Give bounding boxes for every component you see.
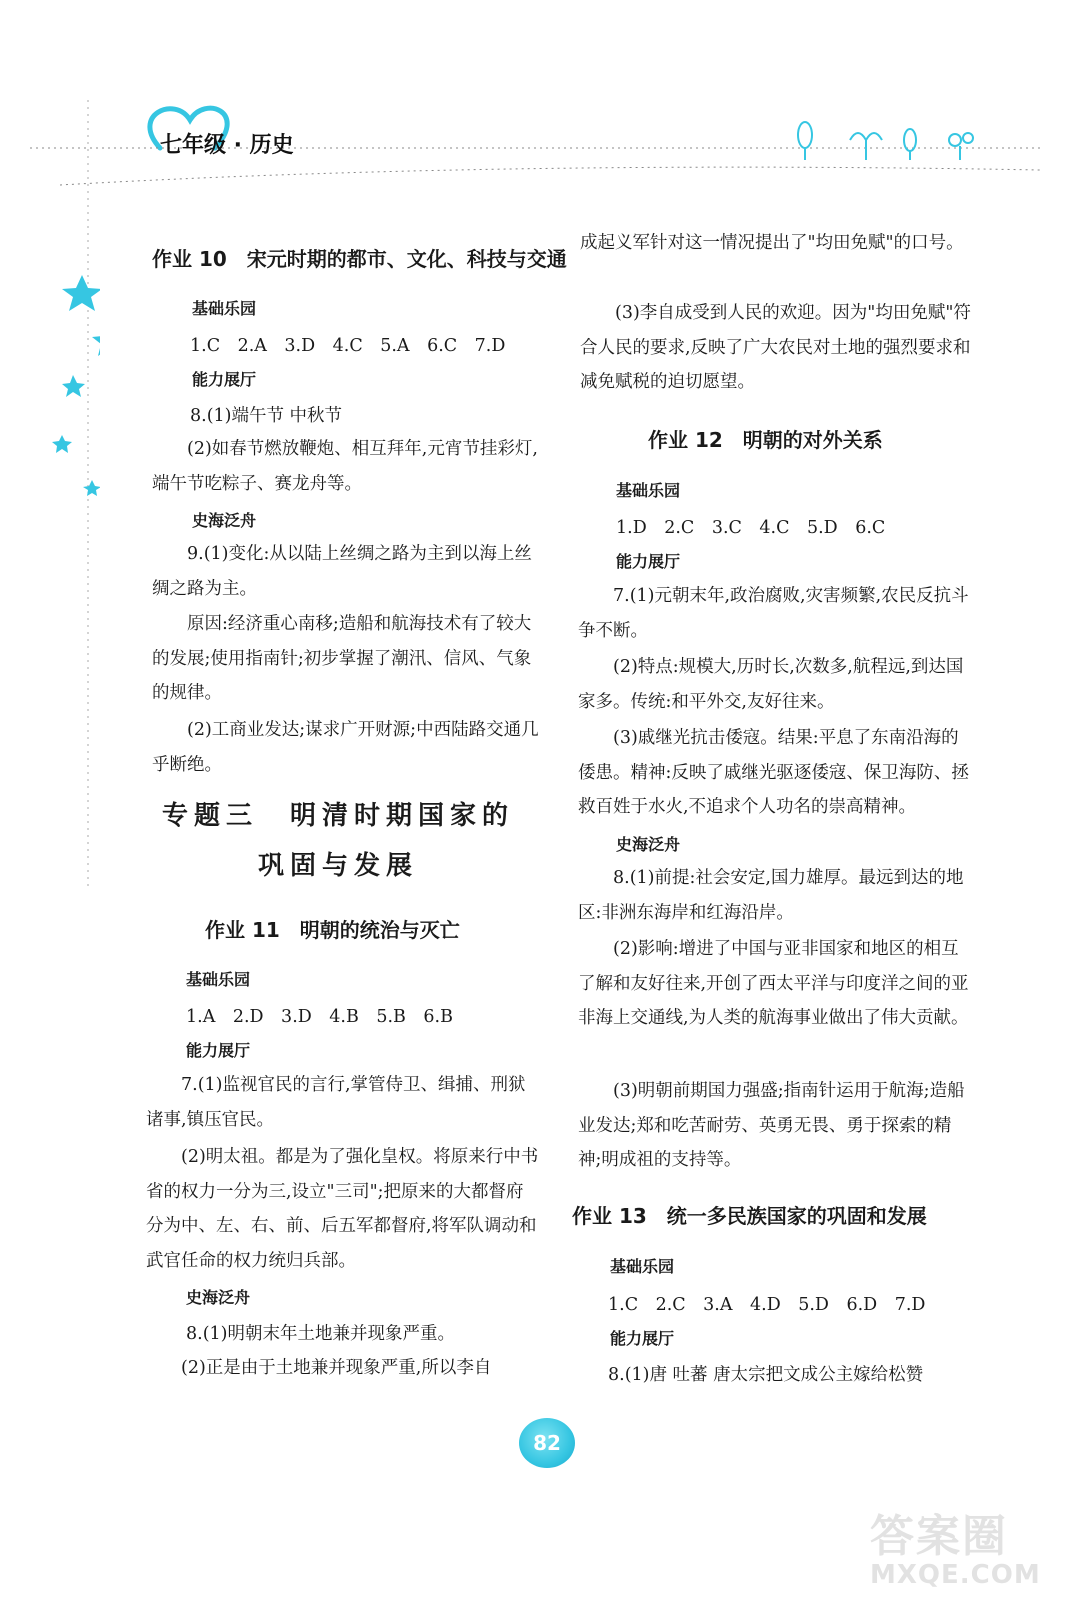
hw10-answers: 1.C 2.A 3.D 4.C 5.A 6.C 7.D xyxy=(190,336,506,356)
hw11-q8-1: 8.(1)明朝末年土地兼并现象严重。 xyxy=(186,1324,455,1344)
plant-icons xyxy=(798,122,973,160)
hw11-answers: 1.A 2.D 3.D 4.B 5.B 6.B xyxy=(186,1007,453,1027)
hw11-q7-2: (2)明太祖。都是为了强化皇权。将原来行中书省的权力一分为三,设立"三司";把原来的大都督府分为中、左、右、前、后五军都督府,将军队调动和武官任命的权力统归兵部。 xyxy=(146,1147,539,1271)
hw11-q8-2-continued: 成起义军针对这一情况提出了"均田免赋"的口号。 xyxy=(580,233,964,253)
star-decoration xyxy=(40,100,100,900)
hw12-q7-2: (2)特点:规模大,历时长,次数多,航程远,到达国家多。传统:和平外交,友好往来。 xyxy=(578,657,964,712)
hw11-section-ability: 能力展厅 xyxy=(186,1041,251,1060)
hw11-section-basic: 基础乐园 xyxy=(186,970,251,989)
star-icon xyxy=(52,435,72,453)
hw11-q8-3: (3)李自成受到人民的欢迎。因为"均田免赋"符合人民的要求,反映了广大农民对土地的强烈要求和减免赋税的迫切愿望。 xyxy=(580,303,971,392)
hw11-q8-2: (2)正是由于土地兼并现象严重,所以李自 xyxy=(181,1358,492,1378)
hw10-section-basic: 基础乐园 xyxy=(192,299,257,318)
hw12-q7-3: (3)戚继光抗击倭寇。结果:平息了东南沿海的倭患。精神:反映了戚继光驱逐倭寇、保卫海防、拯救百姓于水火,不追求个人功名的崇高精神。 xyxy=(578,728,969,817)
hw12-q8-3: (3)明朝前期国力强盛;指南针运用于航海;造船业发达;郑和吃苦耐劳、英勇无畏、勇于探索的精神;明成祖的支持等。 xyxy=(578,1081,965,1170)
star-icon xyxy=(92,325,100,356)
hw10-section-history: 史海泛舟 xyxy=(192,511,257,530)
hw10-q9-3: (2)工商业发达;谋求广开财源;中西陆路交通几乎断绝。 xyxy=(152,720,539,775)
hw12-section-history: 史海泛舟 xyxy=(616,835,681,854)
star-icon xyxy=(83,480,100,496)
hw12-q7-1: 7.(1)元朝末年,政治腐败,灾害频繁,农民反抗斗争不断。 xyxy=(578,586,969,641)
hw10-section-ability: 能力展厅 xyxy=(192,370,257,389)
hw10-q9-2: 原因:经济重心南移;造船和航海技术有了较大的发展;使用指南针;初步掌握了潮汛、信风、气象的规律。 xyxy=(152,614,532,703)
star-icon xyxy=(62,275,100,311)
watermark-logo: 答案圈 xyxy=(870,1511,1008,1562)
hw12-title: 作业 12 明朝的对外关系 xyxy=(648,428,883,452)
hw11-title: 作业 11 明朝的统治与灭亡 xyxy=(205,918,460,942)
hw12-section-basic: 基础乐园 xyxy=(616,481,681,500)
hw10-q8-2: (2)如春节燃放鞭炮、相互拜年,元宵节挂彩灯,端午节吃粽子、赛龙舟等。 xyxy=(152,439,538,494)
hw13-q8-1: 8.(1)唐 吐蕃 唐太宗把文成公主嫁给松赞 xyxy=(608,1365,924,1385)
hw12-section-ability: 能力展厅 xyxy=(616,552,681,571)
hw13-title: 作业 13 统一多民族国家的巩固和发展 xyxy=(572,1204,927,1228)
hw13-section-basic: 基础乐园 xyxy=(610,1257,675,1276)
hw11-section-history: 史海泛舟 xyxy=(186,1288,251,1307)
hw13-section-ability: 能力展厅 xyxy=(610,1329,675,1348)
hw12-q8-2: (2)影响:增进了中国与亚非国家和地区的相互了解和友好往来,开创了西太平洋与印度洋之间的亚非海上交通线,为人类的航海事业做出了伟大贡献。 xyxy=(578,939,969,1028)
watermark xyxy=(870,1500,1050,1590)
topic-title-line1: 专题三 明清时期国家的 xyxy=(162,801,515,831)
header-title: 七年级 · 历史 xyxy=(160,133,294,158)
topic-title-line2: 巩固与发展 xyxy=(258,851,419,881)
hw10-q8-1: 8.(1)端午节 中秋节 xyxy=(190,406,343,426)
hw10-q9-1: 9.(1)变化:从以陆上丝绸之路为主到以海上丝绸之路为主。 xyxy=(152,544,532,599)
hw12-answers: 1.D 2.C 3.C 4.C 5.D 6.C xyxy=(616,518,886,538)
hw12-q8-1: 8.(1)前提:社会安定,国力雄厚。最远到达的地区:非洲东海岸和红海沿岸。 xyxy=(578,868,964,923)
hw13-answers: 1.C 2.C 3.A 4.D 5.D 6.D 7.D xyxy=(608,1295,926,1315)
hw11-q7-1: 7.(1)监视官民的言行,掌管侍卫、缉捕、刑狱诸事,镇压官民。 xyxy=(146,1075,526,1130)
page-number: 82 xyxy=(519,1418,575,1468)
star-icon xyxy=(62,375,85,397)
watermark-url: MXQE.COM xyxy=(870,1560,1041,1590)
hw10-title: 作业 10 宋元时期的都市、文化、科技与交通 xyxy=(152,247,567,271)
